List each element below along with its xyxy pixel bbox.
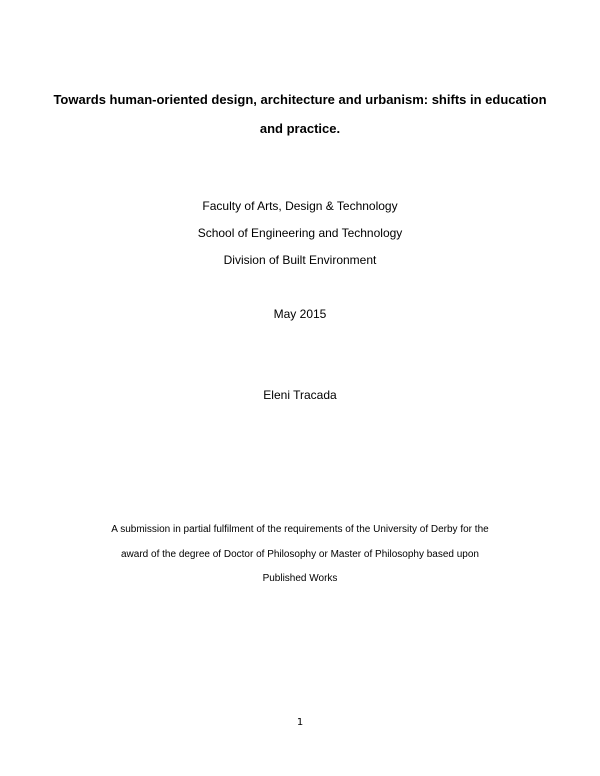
- submission-statement-line-3: Published Works: [262, 573, 338, 584]
- submission-statement-line-1: A submission in partial fulfilment of the requirements of the University of Derby for the: [111, 524, 489, 535]
- division-line: Division of Built Environment: [223, 253, 377, 267]
- document-title-line-2: and practice.: [259, 121, 341, 136]
- school-line: School of Engineering and Technology: [197, 226, 403, 240]
- submission-statement-line-2: award of the degree of Doctor of Philosophy or Master of Philosophy based upon: [121, 549, 479, 560]
- page-number: 1: [296, 717, 304, 728]
- faculty-line: Faculty of Arts, Design & Technology: [202, 199, 398, 213]
- author-name: Eleni Tracada: [263, 388, 337, 402]
- document-title-line-1: Towards human-oriented design, architecture and urbanism: shifts in education: [53, 92, 547, 107]
- submission-date: May 2015: [273, 307, 327, 321]
